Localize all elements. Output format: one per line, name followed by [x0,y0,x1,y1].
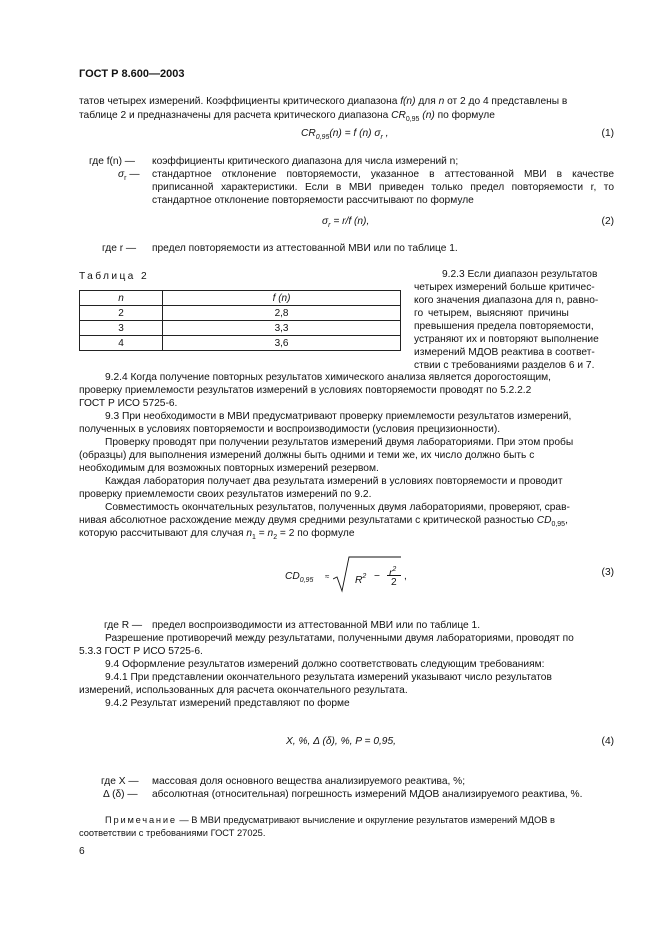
text-line: Совместимость окончательных результатов, полученных двумя лабораториями, проверяют, срав- [105,502,570,513]
table-header-n: n [80,291,163,306]
where-desc-r: предел повторяемости из аттестованной МВИ или по таблице 1. [152,243,458,254]
text-line [79,528,355,544]
subscript: r [380,134,383,141]
symbol-r: r [389,568,393,579]
table-cell: 3 [80,321,163,336]
table-row [80,306,401,321]
text-line: 9.2.3 Если диапазон результатов [442,269,598,280]
text-line: го четырем, выясняют причины [414,308,569,319]
note-line-1 [105,814,555,826]
text: нивая абсолютное расхождение между двумя средними результатами с критической разностью [79,515,537,526]
symbol-R: R [355,575,363,586]
symbol-cd: CD [285,571,300,582]
text-line: превышения предела повторяемости, [414,321,594,332]
text-line: устраняют их и повторяют выполнение [414,334,599,345]
text-line: 9.4 Оформление результатов измерений должно соответствовать следующим требованиям: [105,659,545,670]
eq-comma: , [404,571,407,582]
text: = 2 по формуле [277,528,355,539]
symbol-cr: CR [391,110,406,121]
text-line: 9.4.1 При представлении окончательного результата измерений указывают число результатов [105,672,552,683]
text-line: кого значения диапазона для n, равно- [414,295,599,306]
eq-text: = r/f (n), [330,216,370,227]
table-header-fn: f (n) [163,291,401,306]
table-cell: 3,6 [163,336,401,351]
eq-text: (n) = f (n) σ [329,128,381,139]
eq-lhs [285,571,313,587]
text: которую рассчитывают для случая [79,528,247,539]
table-header-row [80,291,401,306]
symbol-cd: CD [536,515,552,526]
superscript: 2 [392,566,397,573]
subscript: 2 [273,534,278,541]
intro-text: от 2 до 4 представлены в [444,96,568,107]
symbol-fn: f(n) [400,96,416,107]
where-desc-sigma-3: стандартное отклонение повторяемости рассчитывают по формуле [152,195,474,206]
superscript: 2 [362,573,367,580]
text-line: Каждая лаборатория получает два результата измерений в условиях повторяемости и проводит [105,476,563,487]
subscript: r [328,222,331,229]
note-line-2: соответствии с требованиями ГОСТ 27025. [79,828,266,838]
intro-text: по формуле [434,110,495,121]
text-line: 5.3.3 ГОСТ Р ИСО 5725-6. [79,646,203,657]
where-desc-sigma-1: стандартное отклонение повторяемости, указанное в аттестованной МВИ в качестве [152,169,614,180]
where-term-sigma [118,169,140,185]
eq-approx: ≈ [325,572,330,581]
text-line: измерений, использованных для расчета окончательного результата. [79,685,408,696]
equation-number-4: (4) [601,736,614,747]
text-line: Проверку проводят при получении результатов измерений двумя лабораториями. При этом пробы [105,437,574,448]
intro-line-2 [79,110,495,126]
table-caption: Таблица 2 [79,271,150,282]
text-line: (образцы) для выполнения измерений должны быть одними и теми же, их число должно быть с [79,450,535,461]
table-cell: 2 [80,306,163,321]
where-term-fn: где f(n) — [89,156,135,167]
table-row [80,336,401,351]
eq-symbol: CR [301,128,316,139]
symbol-n: (n) [422,110,435,121]
table-cell: 4 [80,336,163,351]
symbol-n: n [438,96,445,107]
subscript: 0,95 [405,116,420,123]
text-line: ГОСТ Р ИСО 5725-6. [79,398,178,409]
text-line: четырех измерений больше критичес- [414,282,595,293]
subscript: 0,95 [315,134,330,141]
text-line: измерений МДОВ реактива в соответ- [414,347,595,358]
intro-text: таблице 2 и предназначены для расчета критического диапазона [79,110,392,121]
dash: — [126,169,140,180]
table-row [80,321,401,336]
where-desc-fn: коэффициенты критического диапазона для числа измерений n; [152,156,459,167]
intro-text: для [415,96,439,107]
table-cell: 2,8 [163,306,401,321]
text-line: проверку приемлемости своих результатов измерений по 9.2. [79,489,372,500]
where-desc-delta: абсолютная (относительная) погрешность измерений МДОВ анализируемого реактива, %. [152,789,583,800]
text-line: 9.2.4 Когда получение повторных результатов химического анализа является дорогостоящим, [105,372,551,383]
equation-4: X, %, Δ (δ), %, P = 0,95, [286,736,396,747]
text-line: 9.3 При необходимости в МВИ предусматривают проверку приемлемости результатов измерений, [105,411,572,422]
equation-number-3: (3) [601,567,614,578]
symbol-n1: n [246,528,252,539]
where-desc-sigma-2: приписанной характеристики. Если в МВИ приведен только предел повторяемости r, то [152,182,614,193]
eq-symbol: σ [322,216,329,227]
subscript: 0,95 [551,521,566,528]
page-number: 6 [79,846,85,857]
text-line: необходимым для возможных повторных измерений резервом. [79,463,379,474]
where-term-r: где r — [102,243,137,254]
note-label: Примечание [105,815,177,825]
subscript: 1 [251,534,256,541]
symbol-sigma: σ [118,169,125,180]
table-cell: 3,3 [163,321,401,336]
text-line: полученных в условиях повторяемости и воспроизводимости (условия прецизионности). [79,424,501,435]
eq-minus: − [374,571,380,582]
where-desc-X: массовая доля основного вещества анализируемого реактива, %; [152,776,466,787]
eq-radicand-R [355,571,366,587]
where-desc-R: предел воспроизводимости из аттестованной МВИ или по таблице 1. [152,620,481,631]
fraction-bar [387,575,401,576]
eq-text: , [382,128,389,139]
text-line: 9.4.2 Результат измерений представляют по форме [105,698,350,709]
text: = [255,528,268,539]
eq-frac-den: 2 [391,577,397,588]
symbol-n2: n [267,528,274,539]
intro-text: татов четырех измерений. Коэффициенты критического диапазона [79,96,401,107]
text-line: Разрешение противоречий между результатами, полученными двумя лабораториями, проводят по [105,633,574,644]
text: , [565,515,568,526]
table-2 [79,290,401,351]
equation-number-1: (1) [601,128,614,139]
where-term-X: где X — [101,776,139,787]
subscript: 0,95 [299,577,314,584]
document-header: ГОСТ Р 8.600—2003 [79,68,185,80]
equation-number-2: (2) [601,216,614,227]
intro-line-1 [79,96,567,108]
text-line: ствии с требованиями разделов 6 и 7. [414,360,595,371]
subscript: r [124,175,127,182]
where-term-delta: Δ (δ) — [103,789,138,800]
equation-3 [285,555,425,595]
note-text: — В МВИ предусматривают вычисление и округление результатов измерений МДОВ в [176,815,555,825]
where-term-R: где R — [104,620,143,631]
equation-1 [301,128,389,141]
text-line: проверку приемлемости результатов измерений в условиях повторяемости проводят по 5.2.2.2 [79,385,532,396]
equation-2 [322,216,369,229]
